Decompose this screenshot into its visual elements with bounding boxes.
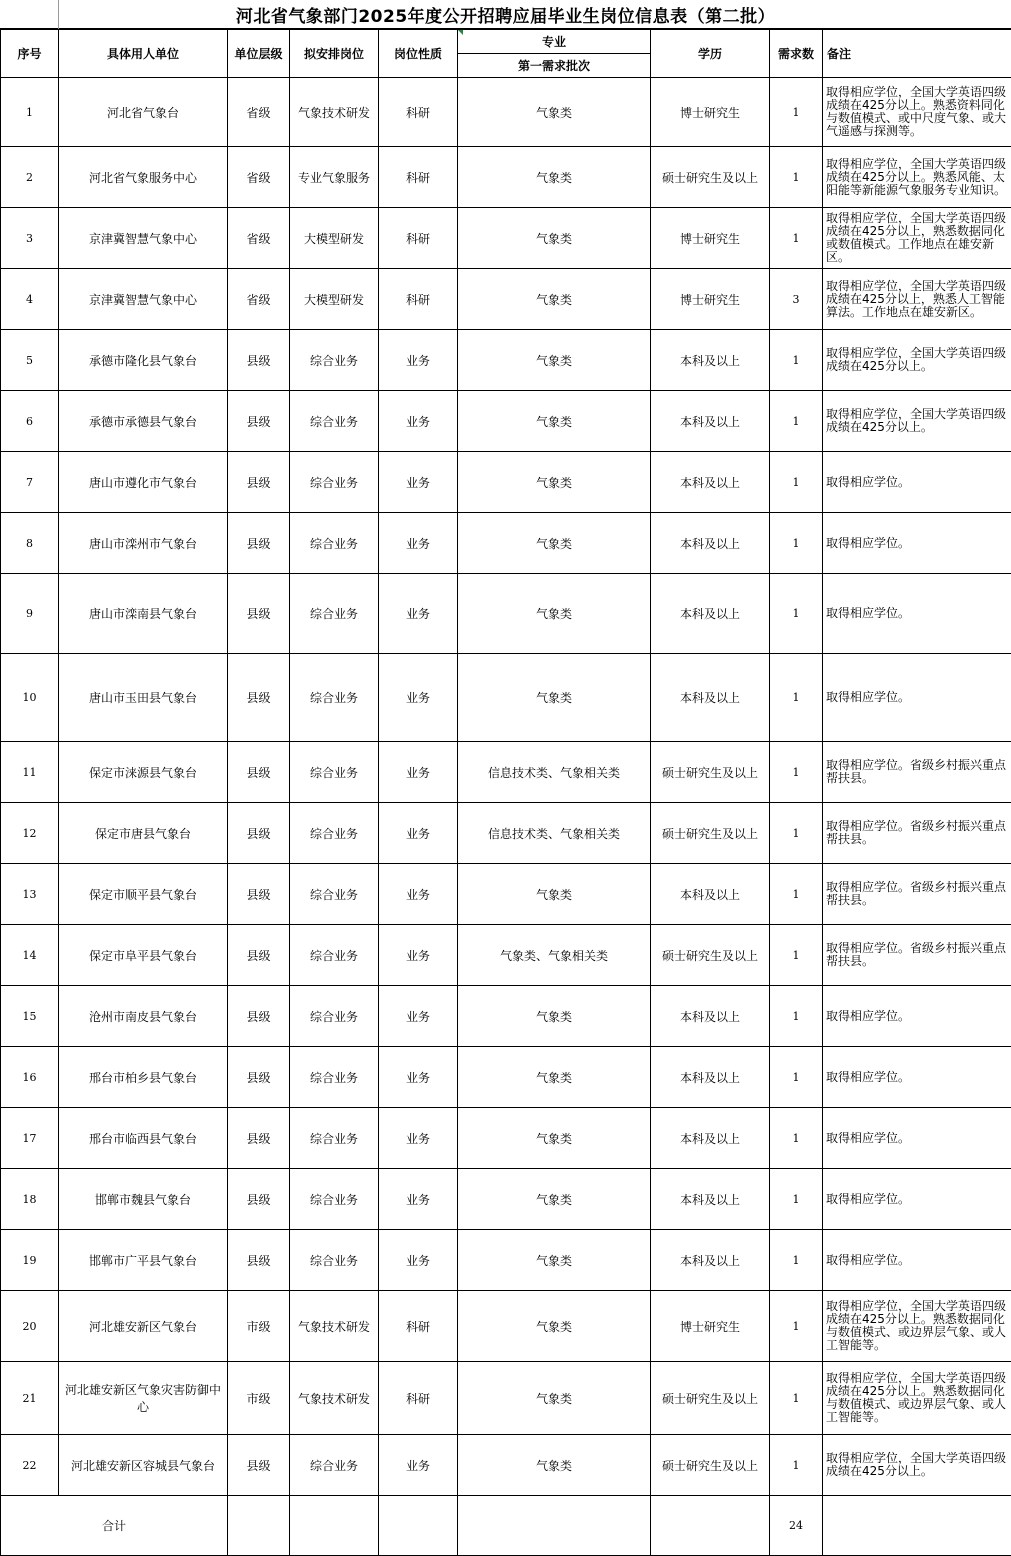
row-major[interactable]: 气象类 bbox=[458, 1362, 651, 1435]
row-major[interactable]: 气象类 bbox=[458, 986, 651, 1047]
row-count[interactable]: 1 bbox=[770, 1230, 823, 1291]
row-major[interactable]: 气象类 bbox=[458, 147, 651, 208]
row-nature[interactable]: 业务 bbox=[379, 391, 458, 452]
row-education[interactable]: 硕士研究生及以上 bbox=[651, 147, 770, 208]
row-note[interactable]: 取得相应学位，全国大学英语四级成绩在425分以上。 bbox=[823, 391, 1011, 452]
row-note[interactable]: 取得相应学位。省级乡村振兴重点帮扶县。 bbox=[823, 803, 1011, 864]
row-note[interactable]: 取得相应学位，全国大学英语四级成绩在425分以上。熟悉风能、太阳能等新能源气象服务专业知识。 bbox=[823, 147, 1011, 208]
row-position[interactable]: 气象技术研发 bbox=[290, 1362, 379, 1435]
job-table bbox=[0, 29, 1011, 1556]
row-unit[interactable]: 唐山市滦州市气象台 bbox=[59, 513, 228, 574]
row-education[interactable]: 硕士研究生及以上 bbox=[651, 1435, 770, 1496]
row-note[interactable]: 取得相应学位，全国大学英语四级成绩在425分以上。熟悉资料同化与数值模式、或中尺度气象、或大气遥感与探测等。 bbox=[823, 78, 1011, 147]
row-count[interactable]: 1 bbox=[770, 147, 823, 208]
row-major[interactable]: 气象类 bbox=[458, 1291, 651, 1362]
row-seq[interactable]: 14 bbox=[1, 925, 59, 986]
row-nature[interactable]: 科研 bbox=[379, 1362, 458, 1435]
row-education[interactable]: 硕士研究生及以上 bbox=[651, 803, 770, 864]
row-nature[interactable]: 业务 bbox=[379, 803, 458, 864]
row-seq[interactable]: 3 bbox=[1, 208, 59, 269]
row-unit[interactable]: 保定市顺平县气象台 bbox=[59, 864, 228, 925]
row-major[interactable]: 气象类 bbox=[458, 1230, 651, 1291]
row-unit[interactable]: 唐山市遵化市气象台 bbox=[59, 452, 228, 513]
row-seq[interactable]: 15 bbox=[1, 986, 59, 1047]
row-education[interactable]: 硕士研究生及以上 bbox=[651, 925, 770, 986]
row-position[interactable]: 综合业务 bbox=[290, 925, 379, 986]
table-row bbox=[1, 391, 1011, 452]
row-note[interactable]: 取得相应学位。 bbox=[823, 452, 1011, 513]
row-count[interactable]: 1 bbox=[770, 391, 823, 452]
row-seq[interactable]: 9 bbox=[1, 574, 59, 654]
table-row bbox=[1, 742, 1011, 803]
row-level[interactable]: 县级 bbox=[228, 864, 290, 925]
row-level[interactable]: 县级 bbox=[228, 986, 290, 1047]
header-major[interactable] bbox=[458, 30, 651, 54]
row-count[interactable]: 1 bbox=[770, 1362, 823, 1435]
row-unit[interactable]: 河北省气象服务中心 bbox=[59, 147, 228, 208]
row-major[interactable]: 信息技术类、气象相关类 bbox=[458, 742, 651, 803]
table-row bbox=[1, 1230, 1011, 1291]
row-nature[interactable]: 业务 bbox=[379, 742, 458, 803]
row-nature[interactable]: 科研 bbox=[379, 208, 458, 269]
row-note[interactable]: 取得相应学位。 bbox=[823, 574, 1011, 654]
row-education[interactable]: 博士研究生 bbox=[651, 269, 770, 330]
row-position[interactable]: 综合业务 bbox=[290, 654, 379, 742]
row-seq[interactable]: 16 bbox=[1, 1047, 59, 1108]
row-note[interactable]: 取得相应学位。省级乡村振兴重点帮扶县。 bbox=[823, 925, 1011, 986]
row-note[interactable]: 取得相应学位。省级乡村振兴重点帮扶县。 bbox=[823, 742, 1011, 803]
table-row bbox=[1, 654, 1011, 742]
table-row bbox=[1, 1291, 1011, 1362]
row-unit[interactable]: 唐山市滦南县气象台 bbox=[59, 574, 228, 654]
row-major[interactable]: 气象类 bbox=[458, 1047, 651, 1108]
row-position[interactable]: 综合业务 bbox=[290, 1169, 379, 1230]
row-seq[interactable]: 10 bbox=[1, 654, 59, 742]
header-count[interactable]: 需求数 bbox=[770, 30, 823, 78]
row-seq[interactable]: 4 bbox=[1, 269, 59, 330]
row-unit[interactable]: 承德市隆化县气象台 bbox=[59, 330, 228, 391]
header-seq[interactable]: 序号 bbox=[1, 30, 59, 78]
row-education[interactable]: 本科及以上 bbox=[651, 1230, 770, 1291]
comment-marker-icon bbox=[458, 30, 463, 35]
table-row bbox=[1, 513, 1011, 574]
table-row bbox=[1, 269, 1011, 330]
row-unit[interactable]: 邯郸市魏县气象台 bbox=[59, 1169, 228, 1230]
row-level[interactable]: 县级 bbox=[228, 1047, 290, 1108]
row-position[interactable]: 综合业务 bbox=[290, 1108, 379, 1169]
table-row bbox=[1, 452, 1011, 513]
row-nature[interactable]: 科研 bbox=[379, 147, 458, 208]
total-empty-cell[interactable] bbox=[379, 1496, 458, 1556]
row-level[interactable]: 省级 bbox=[228, 208, 290, 269]
row-note[interactable]: 取得相应学位。 bbox=[823, 1047, 1011, 1108]
row-education[interactable]: 博士研究生 bbox=[651, 208, 770, 269]
row-level[interactable]: 市级 bbox=[228, 1362, 290, 1435]
row-major[interactable]: 气象类 bbox=[458, 864, 651, 925]
row-count[interactable]: 1 bbox=[770, 803, 823, 864]
row-note[interactable]: 取得相应学位，全国大学英语四级成绩在425分以上，熟悉人工智能算法。工作地点在雄安新区。 bbox=[823, 269, 1011, 330]
header-level[interactable]: 单位层级 bbox=[228, 30, 290, 78]
row-note[interactable]: 取得相应学位。 bbox=[823, 1169, 1011, 1230]
row-count[interactable]: 1 bbox=[770, 925, 823, 986]
row-seq[interactable]: 5 bbox=[1, 330, 59, 391]
row-major[interactable]: 气象类 bbox=[458, 208, 651, 269]
row-level[interactable]: 省级 bbox=[228, 269, 290, 330]
row-major[interactable]: 气象类 bbox=[458, 1108, 651, 1169]
row-level[interactable]: 县级 bbox=[228, 925, 290, 986]
row-education[interactable]: 本科及以上 bbox=[651, 986, 770, 1047]
row-nature[interactable]: 科研 bbox=[379, 269, 458, 330]
row-position[interactable]: 综合业务 bbox=[290, 803, 379, 864]
row-education[interactable]: 本科及以上 bbox=[651, 391, 770, 452]
row-nature[interactable]: 业务 bbox=[379, 1047, 458, 1108]
row-note[interactable]: 取得相应学位。 bbox=[823, 1230, 1011, 1291]
row-seq[interactable]: 21 bbox=[1, 1362, 59, 1435]
row-level[interactable]: 县级 bbox=[228, 574, 290, 654]
row-major[interactable]: 气象类 bbox=[458, 452, 651, 513]
row-seq[interactable]: 22 bbox=[1, 1435, 59, 1496]
row-major[interactable]: 信息技术类、气象相关类 bbox=[458, 803, 651, 864]
row-position[interactable]: 气象技术研发 bbox=[290, 78, 379, 147]
row-count[interactable]: 1 bbox=[770, 1108, 823, 1169]
row-position[interactable]: 专业气象服务 bbox=[290, 147, 379, 208]
row-seq[interactable]: 17 bbox=[1, 1108, 59, 1169]
total-label[interactable]: 合计 bbox=[1, 1496, 228, 1556]
row-education[interactable]: 硕士研究生及以上 bbox=[651, 1362, 770, 1435]
row-position[interactable]: 综合业务 bbox=[290, 330, 379, 391]
row-education[interactable]: 本科及以上 bbox=[651, 1108, 770, 1169]
row-count[interactable]: 1 bbox=[770, 1169, 823, 1230]
row-count[interactable]: 1 bbox=[770, 1047, 823, 1108]
row-unit[interactable]: 邢台市临西县气象台 bbox=[59, 1108, 228, 1169]
row-position[interactable]: 综合业务 bbox=[290, 391, 379, 452]
row-major[interactable]: 气象类 bbox=[458, 391, 651, 452]
row-education[interactable]: 本科及以上 bbox=[651, 513, 770, 574]
row-count[interactable]: 1 bbox=[770, 1435, 823, 1496]
row-level[interactable]: 省级 bbox=[228, 147, 290, 208]
row-level[interactable]: 县级 bbox=[228, 330, 290, 391]
total-empty-cell[interactable] bbox=[228, 1496, 290, 1556]
row-count[interactable]: 1 bbox=[770, 654, 823, 742]
row-unit[interactable]: 邢台市柏乡县气象台 bbox=[59, 1047, 228, 1108]
header-position[interactable]: 拟安排岗位 bbox=[290, 30, 379, 78]
row-note[interactable]: 取得相应学位。 bbox=[823, 654, 1011, 742]
row-major[interactable]: 气象类 bbox=[458, 330, 651, 391]
row-unit[interactable]: 承德市承德县气象台 bbox=[59, 391, 228, 452]
table-row bbox=[1, 78, 1011, 147]
row-unit[interactable]: 保定市唐县气象台 bbox=[59, 803, 228, 864]
row-level[interactable]: 县级 bbox=[228, 1108, 290, 1169]
row-nature[interactable]: 业务 bbox=[379, 654, 458, 742]
row-level[interactable]: 省级 bbox=[228, 78, 290, 147]
total-empty-cell[interactable] bbox=[823, 1496, 1011, 1556]
row-nature[interactable]: 业务 bbox=[379, 513, 458, 574]
total-row bbox=[1, 1496, 1011, 1556]
row-education[interactable]: 本科及以上 bbox=[651, 1169, 770, 1230]
row-level[interactable]: 县级 bbox=[228, 803, 290, 864]
row-major[interactable]: 气象类 bbox=[458, 574, 651, 654]
row-level[interactable]: 县级 bbox=[228, 1169, 290, 1230]
table-row bbox=[1, 147, 1011, 208]
table-row bbox=[1, 1169, 1011, 1230]
row-count[interactable]: 1 bbox=[770, 1291, 823, 1362]
row-count[interactable]: 1 bbox=[770, 574, 823, 654]
row-position[interactable]: 综合业务 bbox=[290, 864, 379, 925]
row-note[interactable]: 取得相应学位，全国大学英语四级成绩在425分以上，熟悉数据同化或数值模式。工作地点在雄安新区。 bbox=[823, 208, 1011, 269]
row-position[interactable]: 气象技术研发 bbox=[290, 1291, 379, 1362]
total-count[interactable]: 24 bbox=[770, 1496, 823, 1556]
row-seq[interactable]: 8 bbox=[1, 513, 59, 574]
total-empty-cell[interactable] bbox=[290, 1496, 379, 1556]
row-education[interactable]: 本科及以上 bbox=[651, 330, 770, 391]
total-empty-cell[interactable] bbox=[458, 1496, 651, 1556]
row-note[interactable]: 取得相应学位，全国大学英语四级成绩在425分以上。熟悉数据同化与数值模式、或边界层气象、或人工智能等。 bbox=[823, 1362, 1011, 1435]
row-level[interactable]: 县级 bbox=[228, 654, 290, 742]
row-note[interactable]: 取得相应学位。省级乡村振兴重点帮扶县。 bbox=[823, 864, 1011, 925]
row-count[interactable]: 1 bbox=[770, 330, 823, 391]
row-seq[interactable]: 2 bbox=[1, 147, 59, 208]
row-education[interactable]: 博士研究生 bbox=[651, 78, 770, 147]
row-education[interactable]: 本科及以上 bbox=[651, 574, 770, 654]
row-nature[interactable]: 业务 bbox=[379, 1230, 458, 1291]
row-count[interactable]: 1 bbox=[770, 742, 823, 803]
row-education[interactable]: 博士研究生 bbox=[651, 1291, 770, 1362]
row-level[interactable]: 市级 bbox=[228, 1291, 290, 1362]
row-level[interactable]: 县级 bbox=[228, 742, 290, 803]
header-major-sub[interactable]: 第一需求批次 bbox=[458, 54, 651, 78]
row-position[interactable]: 综合业务 bbox=[290, 574, 379, 654]
table-row bbox=[1, 330, 1011, 391]
row-note[interactable]: 取得相应学位。 bbox=[823, 986, 1011, 1047]
row-major[interactable]: 气象类 bbox=[458, 654, 651, 742]
row-level[interactable]: 县级 bbox=[228, 452, 290, 513]
header-unit[interactable]: 具体用人单位 bbox=[59, 30, 228, 78]
row-unit[interactable]: 唐山市玉田县气象台 bbox=[59, 654, 228, 742]
row-unit[interactable]: 河北雄安新区容城县气象台 bbox=[59, 1435, 228, 1496]
table-row bbox=[1, 1435, 1011, 1496]
row-seq[interactable]: 20 bbox=[1, 1291, 59, 1362]
row-count[interactable]: 1 bbox=[770, 78, 823, 147]
row-seq[interactable]: 1 bbox=[1, 78, 59, 147]
row-major[interactable]: 气象类 bbox=[458, 1435, 651, 1496]
row-position[interactable]: 综合业务 bbox=[290, 986, 379, 1047]
row-education[interactable]: 本科及以上 bbox=[651, 452, 770, 513]
row-education[interactable]: 本科及以上 bbox=[651, 1047, 770, 1108]
row-note[interactable]: 取得相应学位，全国大学英语四级成绩在425分以上。熟悉数据同化与数值模式、或边界层气象、或人工智能等。 bbox=[823, 1291, 1011, 1362]
row-position[interactable]: 综合业务 bbox=[290, 1435, 379, 1496]
row-count[interactable]: 1 bbox=[770, 864, 823, 925]
table-row bbox=[1, 574, 1011, 654]
row-note[interactable]: 取得相应学位，全国大学英语四级成绩在425分以上。 bbox=[823, 1435, 1011, 1496]
row-nature[interactable]: 科研 bbox=[379, 1291, 458, 1362]
row-nature[interactable]: 业务 bbox=[379, 330, 458, 391]
row-seq[interactable]: 18 bbox=[1, 1169, 59, 1230]
row-position[interactable]: 综合业务 bbox=[290, 1230, 379, 1291]
row-seq[interactable]: 11 bbox=[1, 742, 59, 803]
row-nature[interactable]: 科研 bbox=[379, 78, 458, 147]
row-unit[interactable]: 京津冀智慧气象中心 bbox=[59, 269, 228, 330]
table-row bbox=[1, 864, 1011, 925]
table-row bbox=[1, 986, 1011, 1047]
row-position[interactable]: 大模型研发 bbox=[290, 269, 379, 330]
row-note[interactable]: 取得相应学位，全国大学英语四级成绩在425分以上。 bbox=[823, 330, 1011, 391]
row-unit[interactable]: 保定市涞源县气象台 bbox=[59, 742, 228, 803]
row-seq[interactable]: 7 bbox=[1, 452, 59, 513]
row-seq[interactable]: 12 bbox=[1, 803, 59, 864]
table-body bbox=[1, 78, 1011, 1496]
row-nature[interactable]: 业务 bbox=[379, 452, 458, 513]
row-position[interactable]: 综合业务 bbox=[290, 1047, 379, 1108]
row-position[interactable]: 综合业务 bbox=[290, 452, 379, 513]
row-unit[interactable]: 保定市阜平县气象台 bbox=[59, 925, 228, 986]
row-education[interactable]: 硕士研究生及以上 bbox=[651, 742, 770, 803]
row-level[interactable]: 县级 bbox=[228, 1435, 290, 1496]
row-unit[interactable]: 河北雄安新区气象灾害防御中心 bbox=[59, 1362, 228, 1435]
row-count[interactable]: 1 bbox=[770, 208, 823, 269]
table-row bbox=[1, 1362, 1011, 1435]
row-nature[interactable]: 业务 bbox=[379, 1169, 458, 1230]
header-nature[interactable]: 岗位性质 bbox=[379, 30, 458, 78]
row-education[interactable]: 本科及以上 bbox=[651, 864, 770, 925]
row-major[interactable]: 气象类 bbox=[458, 269, 651, 330]
row-unit[interactable]: 邯郸市广平县气象台 bbox=[59, 1230, 228, 1291]
row-position[interactable]: 综合业务 bbox=[290, 742, 379, 803]
row-unit[interactable]: 京津冀智慧气象中心 bbox=[59, 208, 228, 269]
title-cell-divider bbox=[58, 0, 59, 29]
row-position[interactable]: 大模型研发 bbox=[290, 208, 379, 269]
header-major-label: 专业 bbox=[542, 35, 566, 49]
row-nature[interactable]: 业务 bbox=[379, 1435, 458, 1496]
table-row bbox=[1, 1047, 1011, 1108]
header-row bbox=[1, 30, 1011, 54]
row-nature[interactable]: 业务 bbox=[379, 864, 458, 925]
row-position[interactable]: 综合业务 bbox=[290, 513, 379, 574]
row-count[interactable]: 1 bbox=[770, 513, 823, 574]
row-seq[interactable]: 6 bbox=[1, 391, 59, 452]
row-unit[interactable]: 河北雄安新区气象台 bbox=[59, 1291, 228, 1362]
row-major[interactable]: 气象类 bbox=[458, 1169, 651, 1230]
header-education[interactable]: 学历 bbox=[651, 30, 770, 78]
row-count[interactable]: 1 bbox=[770, 986, 823, 1047]
header-note[interactable]: 备注 bbox=[823, 30, 1011, 78]
table-row bbox=[1, 1108, 1011, 1169]
row-seq[interactable]: 19 bbox=[1, 1230, 59, 1291]
row-major[interactable]: 气象类、气象相关类 bbox=[458, 925, 651, 986]
row-nature[interactable]: 业务 bbox=[379, 986, 458, 1047]
row-note[interactable]: 取得相应学位。 bbox=[823, 1108, 1011, 1169]
row-level[interactable]: 县级 bbox=[228, 1230, 290, 1291]
row-nature[interactable]: 业务 bbox=[379, 574, 458, 654]
row-count[interactable]: 3 bbox=[770, 269, 823, 330]
table-title bbox=[0, 0, 1011, 29]
row-level[interactable]: 县级 bbox=[228, 513, 290, 574]
row-level[interactable]: 县级 bbox=[228, 391, 290, 452]
row-unit[interactable]: 河北省气象台 bbox=[59, 78, 228, 147]
row-education[interactable]: 本科及以上 bbox=[651, 654, 770, 742]
row-major[interactable]: 气象类 bbox=[458, 78, 651, 147]
row-nature[interactable]: 业务 bbox=[379, 1108, 458, 1169]
row-nature[interactable]: 业务 bbox=[379, 925, 458, 986]
row-seq[interactable]: 13 bbox=[1, 864, 59, 925]
total-empty-cell[interactable] bbox=[651, 1496, 770, 1556]
row-count[interactable]: 1 bbox=[770, 452, 823, 513]
row-unit[interactable]: 沧州市南皮县气象台 bbox=[59, 986, 228, 1047]
table-row bbox=[1, 803, 1011, 864]
row-note[interactable]: 取得相应学位。 bbox=[823, 513, 1011, 574]
table-row bbox=[1, 208, 1011, 269]
title-text: 河北省气象部门2025年度公开招聘应届毕业生岗位信息表（第二批） bbox=[236, 2, 775, 27]
table-row bbox=[1, 925, 1011, 986]
row-major[interactable]: 气象类 bbox=[458, 513, 651, 574]
